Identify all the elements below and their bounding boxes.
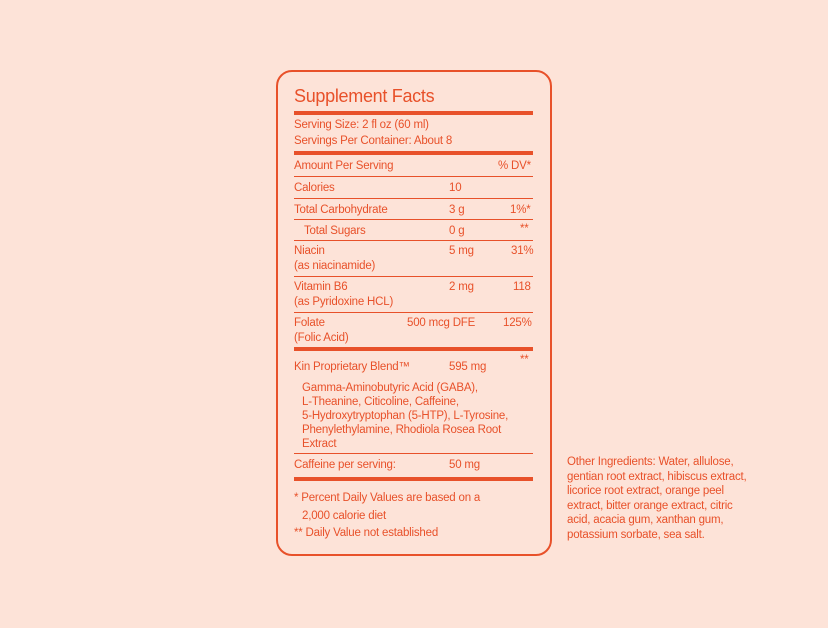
row-rule	[294, 240, 533, 241]
nutrient-name: Niacin	[294, 245, 325, 257]
blend-ingredient-line: Gamma-Aminobutyric Acid (GABA),	[302, 382, 478, 394]
row-rule	[294, 312, 533, 313]
nutrient-name: Calories	[294, 182, 335, 194]
serving-size: Serving Size: 2 fl oz (60 ml)	[294, 119, 429, 131]
blend-rule	[294, 453, 533, 454]
nutrient-sub: (as niacinamide)	[294, 260, 376, 272]
blend-ingredient-line: L-Theanine, Citicoline, Caffeine,	[302, 396, 459, 408]
nutrient-amount: 10	[449, 182, 462, 194]
caffeine-rule	[294, 477, 533, 481]
nutrient-amount: 3 g	[449, 204, 465, 216]
nutrient-dv: **	[520, 223, 529, 235]
serving-rule	[294, 151, 533, 155]
nutrient-amount: 5 mg	[449, 245, 474, 257]
row-rule	[294, 219, 533, 220]
blend-ingredient-line: 5-Hydroxytryptophan (5-HTP), L-Tyrosine,	[302, 410, 509, 422]
other-ingredients-line: potassium sorbate, sea salt.	[567, 528, 705, 541]
other-ingredients-line: gentian root extract, hibiscus extract,	[567, 470, 747, 483]
row-rule	[294, 276, 533, 277]
other-ingredients-line: Other Ingredients: Water, allulose,	[567, 456, 734, 468]
nutrient-name: Vitamin B6	[294, 281, 348, 293]
nutrient-sub: (Folic Acid)	[294, 332, 349, 344]
nutrient-dv: 118	[513, 281, 531, 293]
nutrient-amount: 500 mcg DFE	[407, 317, 476, 329]
footnote-calorie-diet: 2,000 calorie diet	[302, 510, 386, 522]
row-rule	[294, 198, 533, 199]
caffeine-amount: 50 mg	[449, 459, 480, 471]
other-ingredients-line: extract, bitter orange extract, citric	[567, 499, 733, 512]
header-rule	[294, 176, 533, 177]
nutrient-name: Folate	[294, 317, 325, 329]
blend-name: Kin Proprietary Blend™	[294, 361, 410, 373]
title-rule	[294, 111, 533, 115]
dv-header: % DV*	[498, 160, 531, 172]
blend-ingredient-line: Extract	[302, 438, 337, 450]
footnote-dv: * Percent Daily Values are based on a	[294, 492, 481, 504]
nutrient-name: Total Carbohydrate	[294, 204, 388, 216]
supplement-facts-panel	[276, 70, 552, 556]
other-ingredients	[567, 455, 767, 543]
blend-ingredient-line: Phenylethylamine, Rhodiola Rosea Root	[302, 424, 502, 436]
amount-per-serving-label: Amount Per Serving	[294, 160, 394, 172]
caffeine-label: Caffeine per serving:	[294, 459, 396, 471]
panel-title: Supplement Facts	[294, 86, 435, 106]
nutrient-sub: (as Pyridoxine HCL)	[294, 296, 394, 308]
vitamins-rule	[294, 347, 533, 351]
blend-amount: 595 mg	[449, 361, 487, 373]
nutrient-name: Total Sugars	[304, 225, 366, 237]
nutrient-dv: 125%	[503, 317, 532, 329]
nutrient-dv: 31%	[511, 245, 534, 257]
nutrient-amount: 0 g	[449, 225, 465, 237]
blend-dv: **	[520, 354, 529, 366]
servings-per-container: Servings Per Container: About 8	[294, 135, 453, 147]
other-ingredients-line: acid, acacia gum, xanthan gum,	[567, 514, 724, 527]
other-ingredients-line: licorice root extract, orange peel	[567, 485, 724, 498]
nutrient-amount: 2 mg	[449, 281, 474, 293]
footnote-not-established: ** Daily Value not established	[294, 527, 439, 539]
nutrient-dv: 1%*	[510, 204, 531, 216]
